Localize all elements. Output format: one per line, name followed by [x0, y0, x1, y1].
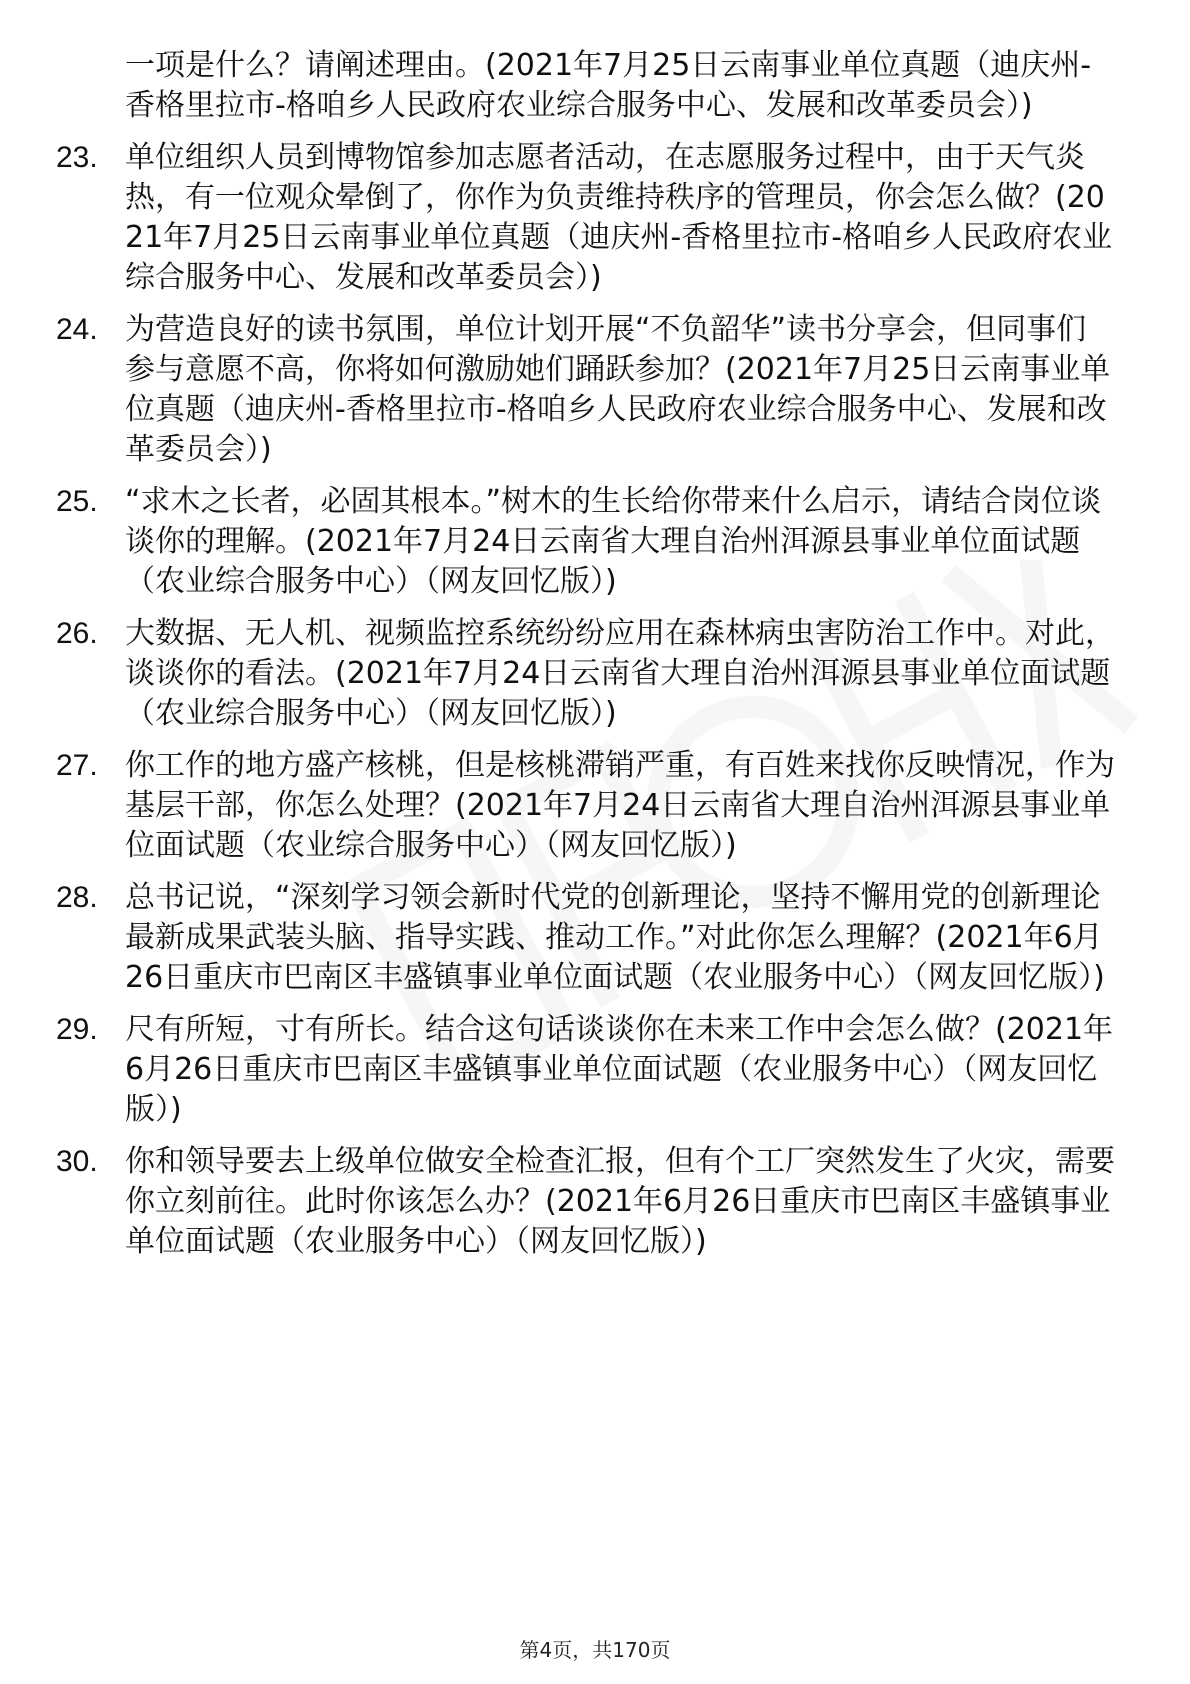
question-text: “求木之长者，必固其根本。”树木的生长给你带来什么启示，请结合岗位谈谈你的理解。(2021年7月24日云南省大理自治州洱源县事业单位面试题（农业综合服务中心）（网友回忆版）)	[125, 484, 1102, 599]
question-item	[56, 46, 1116, 126]
question-item	[56, 482, 1116, 602]
question-item	[56, 138, 1116, 298]
question-text: 总书记说，“深刻学习领会新时代党的创新理论，坚持不懈用党的创新理论最新成果武装头脑、指导实践、推动工作。”对此你怎么理解？(2021年6月26日重庆市巴南区丰盛镇事业单位面试题（农业服务中心）（网友回忆版）)	[125, 880, 1105, 995]
question-number: 26.	[56, 617, 98, 650]
question-text: 大数据、无人机、视频监控系统纷纷应用在森林病虫害防治工作中。对此，谈谈你的看法。(2021年7月24日云南省大理自治州洱源县事业单位面试题（农业综合服务中心）（网友回忆版）)	[125, 616, 1115, 731]
question-item	[56, 878, 1116, 998]
question-number: 28.	[56, 881, 98, 914]
question-number: 25.	[56, 485, 98, 518]
question-text: 你和领导要去上级单位做安全检查汇报，但有个工厂突然发生了火灾，需要你立刻前往。此时你该怎么办？(2021年6月26日重庆市巴南区丰盛镇事业单位面试题（农业服务中心）（网友回忆版）)	[125, 1144, 1115, 1259]
question-number: 23.	[56, 141, 98, 174]
question-text: 尺有所短，寸有所长。结合这句话谈谈你在未来工作中会怎么做？(2021年6月26日重庆市巴南区丰盛镇事业单位面试题（农业服务中心）（网友回忆版）)	[125, 1012, 1114, 1127]
question-number: 24.	[56, 313, 98, 346]
page-number-footer: 第4页，共170页	[519, 1638, 671, 1662]
question-text: 你工作的地方盛产核桃，但是核桃滞销严重，有百姓来找你反映情况，作为基层干部，你怎么处理？(2021年7月24日云南省大理自治州洱源县事业单位面试题（农业综合服务中心）（网友回忆版）)	[125, 748, 1115, 863]
question-text: 一项是什么？请阐述理由。(2021年7月25日云南事业单位真题（迪庆州-香格里拉市-格咱乡人民政府农业综合服务中心、发展和改革委员会）)	[125, 48, 1092, 123]
question-item	[56, 1142, 1116, 1262]
question-item	[56, 1010, 1116, 1130]
question-item	[56, 310, 1116, 470]
question-text: 为营造良好的读书氛围，单位计划开展“不负韶华”读书分享会，但同事们参与意愿不高，你将如何激励她们踊跃参加？(2021年7月25日云南事业单位真题（迪庆州-香格里拉市-格咱乡人民政府农业综合服务中心、发展和改革委员会）)	[125, 312, 1111, 467]
question-item	[56, 614, 1116, 734]
question-list	[56, 46, 1116, 1274]
question-number: 30.	[56, 1145, 98, 1178]
question-text: 单位组织人员到博物馆参加志愿者活动，在志愿服务过程中，由于天气炎热，有一位观众晕倒了，你作为负责维持秩序的管理员，你会怎么做？(2021年7月25日云南事业单位真题（迪庆州-香格里拉市-格咱乡人民政府农业综合服务中心、发展和改革委员会）)	[125, 140, 1113, 295]
question-number: 29.	[56, 1013, 98, 1046]
question-item	[56, 746, 1116, 866]
question-number: 27.	[56, 749, 98, 782]
